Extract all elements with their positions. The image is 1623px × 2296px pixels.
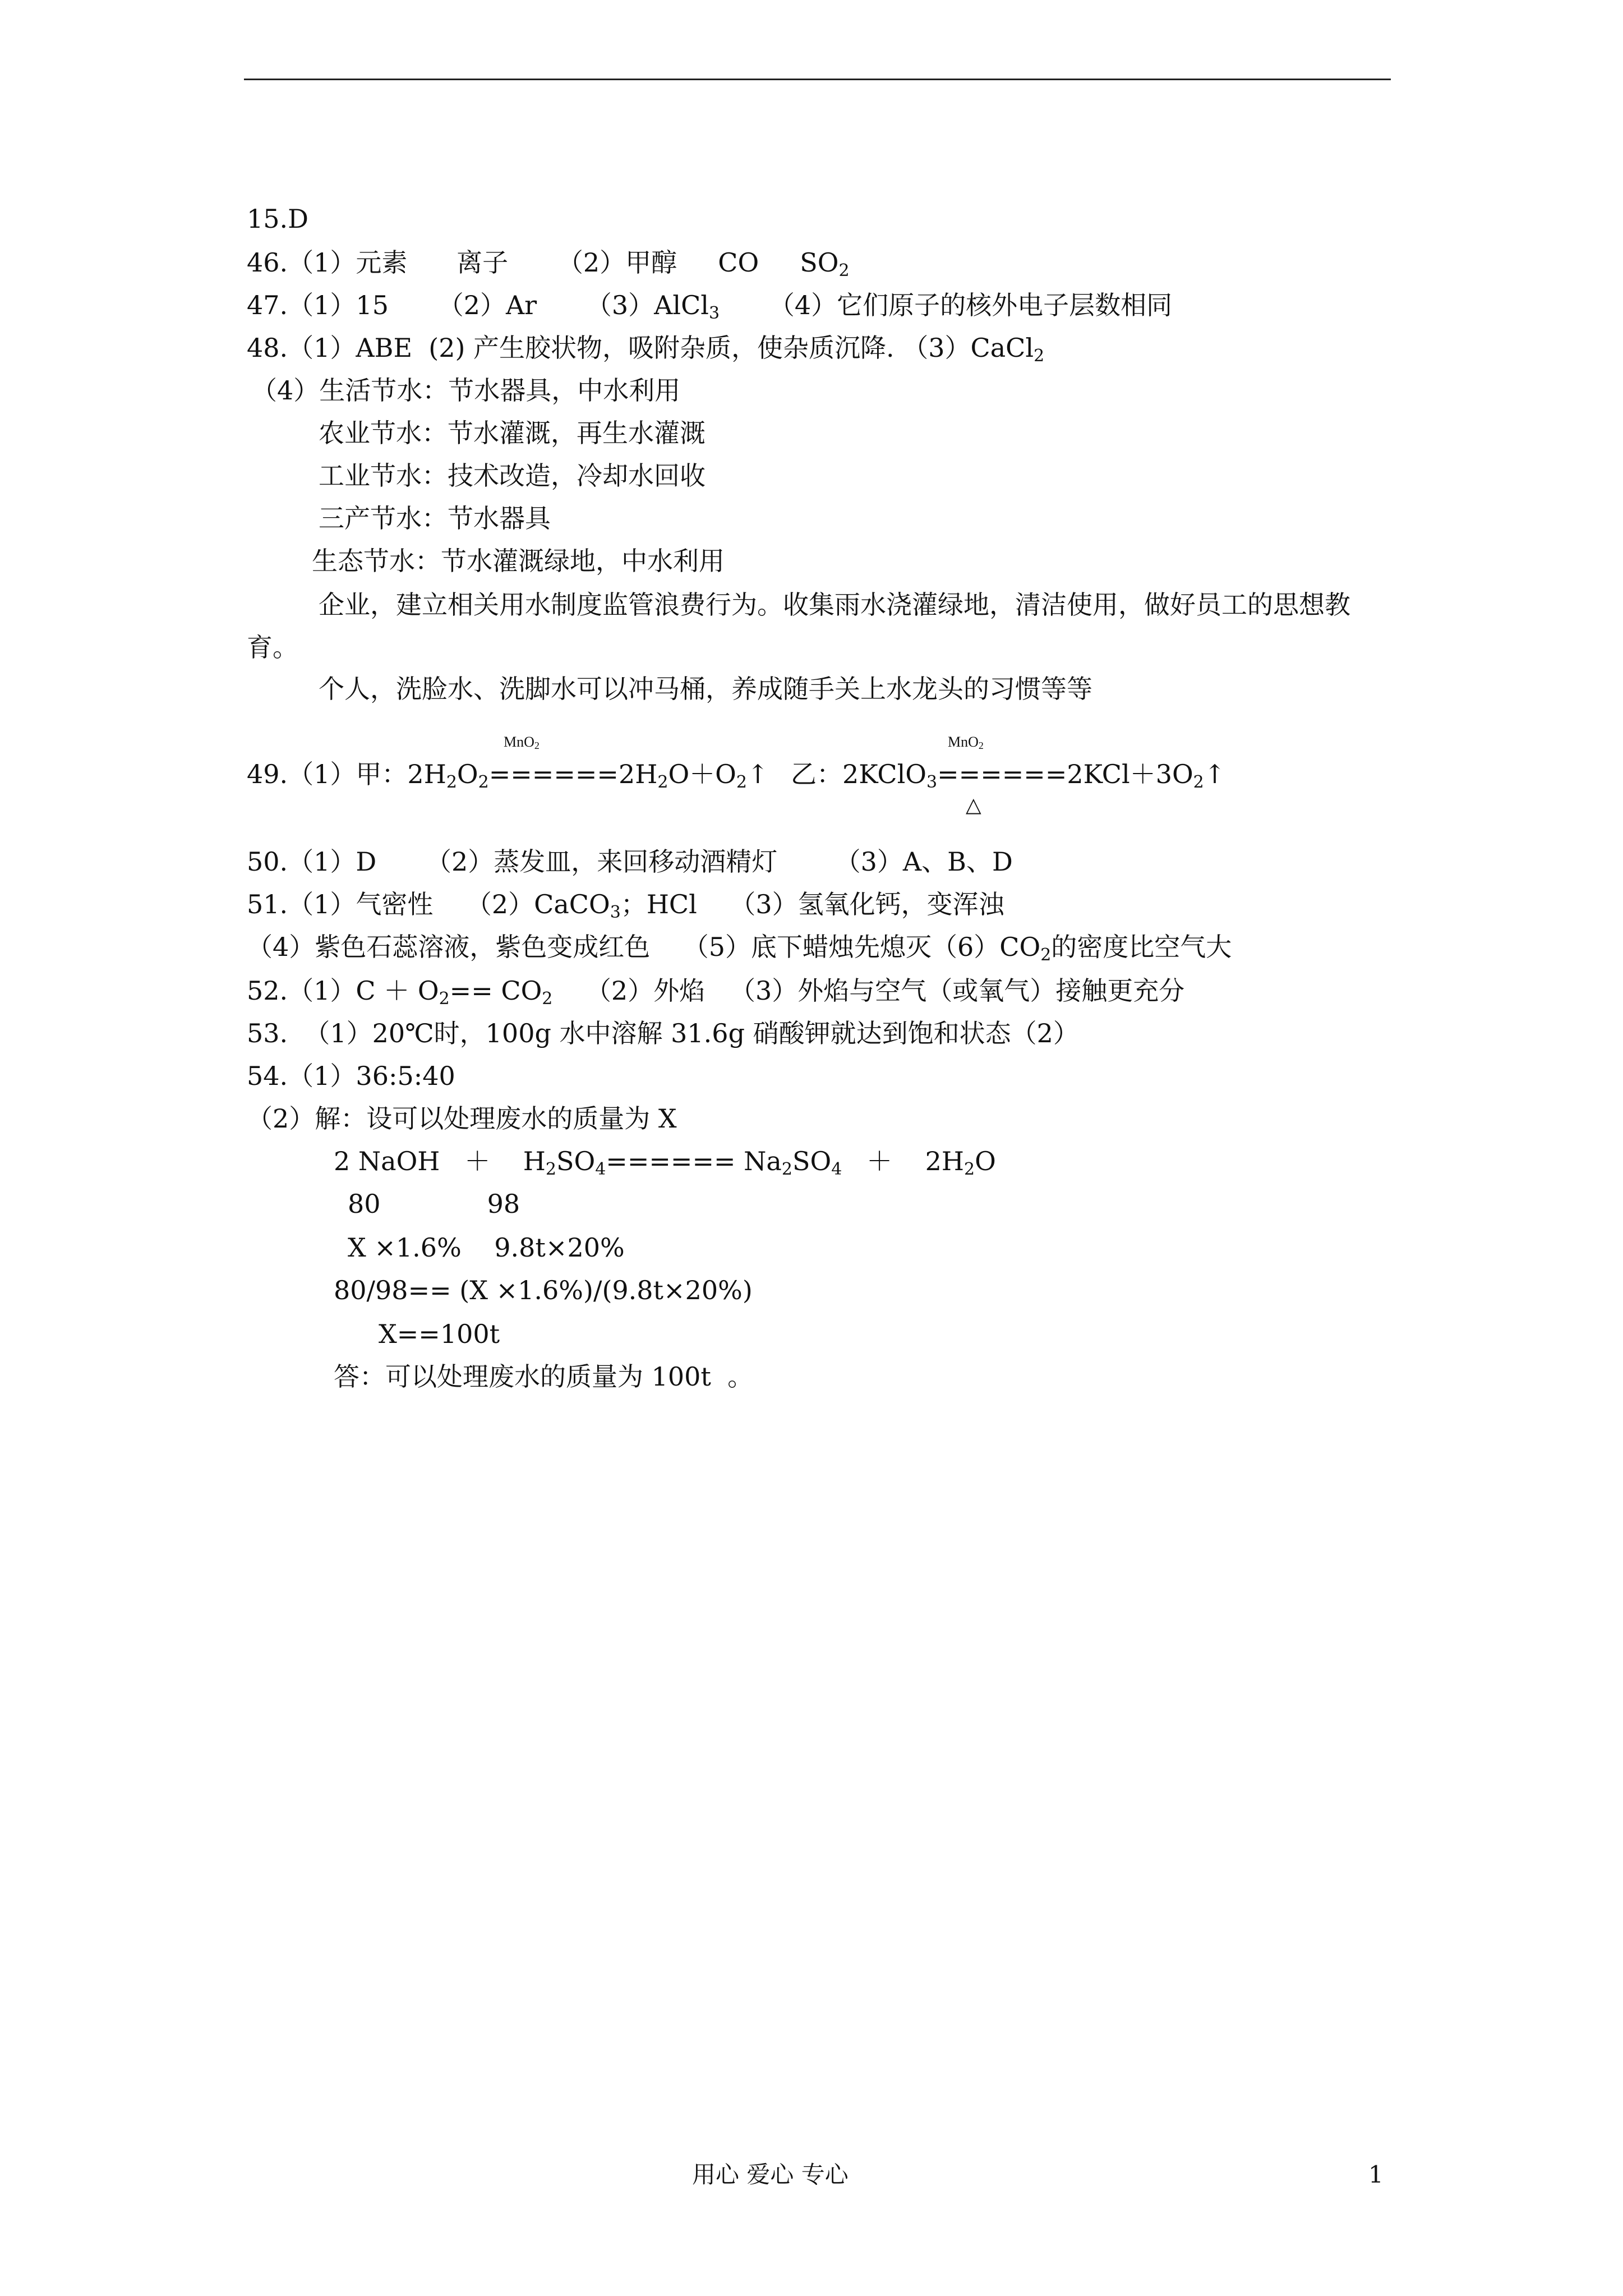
answer-48: 48.（1）ABE (2) 产生胶状物，吸附杂质，使杂质沉降. （3）CaCl$_2$ — [247, 333, 1045, 366]
proportion: 80/98== (X ×1.6%)/(9.8t×20%) — [334, 1275, 753, 1305]
answer-53: 53. （1）20℃时，100g 水中溶解 31.6g 硝酸钾就达到饱和状态（2） — [247, 1018, 1079, 1048]
answer-51: 51.（1）气密性 （2）CaCO$_3$；HCl （3）氢氧化钙，变浑浊 — [247, 889, 1004, 922]
header-rule — [244, 79, 1391, 80]
answer-49-yi: 乙：$2KClO_3======2KCl+3O_2↑$ — [791, 759, 1226, 792]
answer-46: 46.（1）元素 离子 （2）甲醇 CO $SO_2$ — [247, 247, 850, 280]
answer-47: 47.（1）15 （2）Ar （3）AlCl$_3$ （4）它们原子的核外电子层数相同 — [247, 290, 1173, 323]
page-number: 1 — [1368, 2161, 1384, 2188]
answer-48-tertiary: 三产节水：节水器具 — [319, 503, 551, 533]
catalyst-label-2: MnO$_2$ — [948, 734, 984, 751]
answer-48-part4: （4）生活节水：节水器具，中水利用 — [251, 375, 681, 406]
heat-symbol: △ — [966, 794, 981, 817]
quantities: X ×1.6% 9.8t×20% — [348, 1232, 625, 1263]
neutralization-equation: 2 NaOH ＋ $H_2SO_4====== Na_2SO_4$ ＋ $2H_2O$ — [334, 1146, 996, 1179]
result: X==100t — [379, 1319, 500, 1349]
catalyst-label-1: MnO$_2$ — [504, 734, 540, 751]
answer-48-agriculture: 农业节水：节水灌溉，再生水灌溉 — [319, 418, 706, 448]
answer-50: 50.（1）D （2）蒸发皿，来回移动酒精灯 （3）A、B、D — [247, 846, 1013, 877]
answer-49-jia: 49.（1）甲：$2H_2O_2======2H_2O+O_2↑$ — [247, 759, 769, 792]
answer-51-part4: （4）紫色石蕊溶液，紫色变成红色 （5）底下蜡烛先熄灭$(6)CO_2$的密度比空气大 — [247, 932, 1232, 965]
answer-48-enterprise: 企业，建立相关用水制度监管浪费行为。收集雨水浇灌绿地，清洁使用，做好员工的思想教育。 — [247, 590, 1350, 662]
answer-48-personal: 个人，洗脸水、洗脚水可以冲马桶，养成随手关上水龙头的习惯等等 — [319, 674, 1092, 704]
molar-masses: 80 98 — [348, 1189, 520, 1219]
answer-48-industry: 工业节水：技术改造，冷却水回收 — [319, 461, 706, 491]
answer-54: 54.（1）36:5:40 — [247, 1061, 455, 1091]
answer-48-ecology: 生态节水：节水灌溉绿地，中水利用 — [312, 546, 725, 576]
footer-slogan: 用心 爱心 专心 — [692, 2161, 849, 2188]
final-answer: 答：可以处理废水的质量为 100t 。 — [334, 1361, 754, 1392]
answer-15: 15.D — [247, 204, 309, 234]
answer-54-part2: （2）解：设可以处理废水的质量为 X — [247, 1103, 677, 1134]
answer-52: $52.(1)C + O_2== CO_2$ （2）外焰 （3）外焰与空气（或氧气）接触更充分 — [247, 976, 1185, 1009]
